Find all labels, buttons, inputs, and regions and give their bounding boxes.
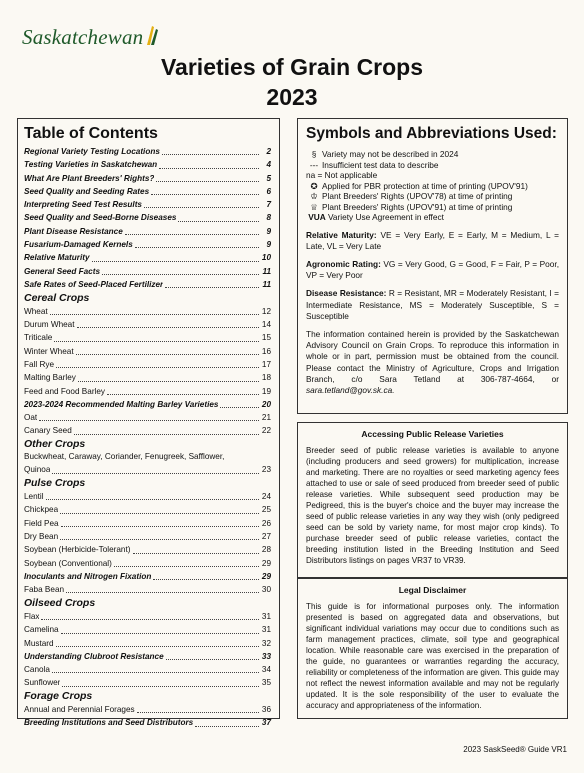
table-of-contents <box>17 118 280 728</box>
toc-entry[interactable] <box>24 345 271 358</box>
toc-page-number: 22 <box>261 426 271 436</box>
toc-entry[interactable] <box>24 570 271 583</box>
toc-page-number: 29 <box>261 571 271 581</box>
toc-dot-leader <box>41 619 259 620</box>
toc-page-number: 20 <box>261 399 271 409</box>
wheat-logo-icon <box>145 24 159 46</box>
title-line-1: Varieties of Grain Crops <box>160 54 424 80</box>
toc-dot-leader <box>107 394 259 395</box>
toc-page-number: 9 <box>266 240 271 250</box>
toc-page-number: 2 <box>266 147 271 156</box>
toc-dot-leader <box>166 659 259 660</box>
toc-entry-label: 2023-2024 Recommended Malting Barley Varieties <box>24 399 219 409</box>
toc-page-number: 16 <box>261 346 271 356</box>
toc-dot-leader <box>165 287 259 288</box>
toc-entry[interactable] <box>24 225 271 238</box>
toc-page-number: 34 <box>261 665 271 675</box>
toc-entry-label: Wheat <box>24 306 48 316</box>
toc-entry[interactable] <box>24 557 271 570</box>
toc-entry-label: Soybean (Herbicide-Tolerant) <box>24 545 131 555</box>
toc-entry-label: Triticale <box>24 333 53 343</box>
toc-entry[interactable] <box>24 703 271 716</box>
toc-entry[interactable] <box>24 251 271 264</box>
toc-entry-label: Lentil <box>24 492 44 502</box>
toc-section-heading: Pulse Crops <box>24 477 86 490</box>
toc-page-number: 19 <box>261 386 271 396</box>
toc-entry[interactable] <box>24 305 271 318</box>
toc-dot-leader <box>195 726 259 727</box>
toc-list <box>24 145 271 730</box>
toc-page-number: 37 <box>261 718 271 728</box>
toc-page-number: 31 <box>261 625 271 635</box>
disease-text: R = Resistant, MR = Moderately Resistant, I = Intermediate Resistance, MS = Moderately Susceptible, S = Susceptible <box>306 288 559 321</box>
toc-entry[interactable] <box>24 331 271 344</box>
legal-title: Legal Disclaimer <box>398 585 467 595</box>
toc-entry-label: Oat <box>24 413 38 423</box>
toc-dot-leader <box>159 168 259 169</box>
symbol-glyph: ♕ <box>310 201 318 212</box>
symbol-description: Plant Breeders' Rights (UPOV'91) at time of printing <box>322 201 513 212</box>
toc-dot-leader <box>135 247 259 248</box>
symbol-glyph: VUA <box>308 212 326 222</box>
toc-page-number: 14 <box>261 320 271 330</box>
toc-page-number: 18 <box>261 373 271 383</box>
toc-entry[interactable] <box>24 211 271 224</box>
toc-dot-leader <box>151 194 259 195</box>
toc-entry[interactable] <box>24 610 271 623</box>
toc-entry[interactable] <box>24 172 271 185</box>
toc-section-heading: Cereal Crops <box>24 291 90 304</box>
public-release-title: Accessing Public Release Varieties <box>361 429 504 439</box>
toc-entry[interactable] <box>24 517 271 530</box>
toc-entry-label: Field Pea <box>24 518 59 528</box>
toc-entry[interactable] <box>24 676 271 689</box>
symbol-description: Insufficient test data to describe <box>322 159 439 170</box>
toc-entry-label: Sunflower <box>24 678 61 688</box>
toc-section-heading: Oilseed Crops <box>24 596 96 609</box>
disease-resistance <box>306 288 559 322</box>
toc-page-number: 11 <box>262 266 271 276</box>
toc-entry[interactable] <box>24 637 271 650</box>
toc-entry[interactable] <box>24 463 271 476</box>
symbol-description: Applied for PBR protection at time of printing (UPOV'91) <box>322 180 528 191</box>
agronomic-text: VG = Very Good, G = Good, F = Fair, P = Poor, VP = Very Poor <box>306 258 560 281</box>
toc-dot-leader <box>60 539 259 540</box>
toc-page-number: 31 <box>261 611 271 621</box>
toc-page-number: 32 <box>261 638 271 648</box>
toc-page-number: 5 <box>266 173 271 183</box>
toc-entry-label: Relative Maturity <box>24 253 90 263</box>
toc-page-number: 11 <box>262 279 271 289</box>
toc-dot-leader <box>52 473 259 474</box>
toc-dot-leader <box>61 526 259 527</box>
toc-dot-leader <box>102 274 259 275</box>
toc-dot-leader <box>66 592 259 593</box>
info-paragraph <box>306 329 559 396</box>
logo-text: Saskatchewan <box>22 25 144 49</box>
toc-entry-label: Winter Wheat <box>24 346 74 356</box>
toc-entry-label: Testing Varieties in Saskatchewan <box>24 160 158 170</box>
toc-dot-leader <box>220 407 259 408</box>
toc-entry-label: Faba Bean <box>24 585 65 595</box>
page-footer: 2023 SaskSeed® Guide VR1 <box>463 745 567 754</box>
toc-entry-label: Mustard <box>24 638 54 648</box>
symbol-row <box>306 212 559 223</box>
toc-entry-label: Interpreting Seed Test Results <box>24 200 142 210</box>
toc-entry[interactable] <box>24 185 271 198</box>
toc-page-number: 36 <box>261 705 271 715</box>
symbol-description: Variety Use Agreement in effect <box>328 212 444 222</box>
toc-section-heading: Forage Crops <box>24 690 93 703</box>
saskatchewan-logo <box>22 24 159 50</box>
toc-dot-leader <box>54 341 259 342</box>
toc-entry-label: Fusarium-Damaged Kernels <box>24 240 133 250</box>
toc-entry[interactable] <box>24 265 271 278</box>
toc-entry-label: General Seed Facts <box>24 266 100 276</box>
toc-entry-label: Fall Rye <box>24 359 55 369</box>
public-release-text: Breeder seed of public release varieties is available to anyone (including producers and seed growers) for multiplication, increase and marketing. There are no royalties or seed marketing agency fees attached to use or sale of seed produced from breeder seed of public release varieties. While subsequent seed production may be Pedigreed, this is the buyer's choice and the buyer may increase the seed of public release varieties in any way they wish (only pedigreed seed can be sold by variety name, for most major crop kinds). To purchase breeder seed of public release varieties, contact the breeding institution listed in the Breeding Institution and Seed Distributors listings on pages VR37 to VR39. <box>306 446 559 565</box>
public-release-panel <box>297 422 568 578</box>
toc-dot-leader <box>92 261 259 262</box>
toc-entry-label: Feed and Food Barley <box>24 386 106 396</box>
toc-entry[interactable] <box>24 623 271 636</box>
symbol-row <box>306 149 559 160</box>
toc-entry[interactable] <box>24 663 271 676</box>
toc-page-number: 6 <box>266 186 271 196</box>
toc-dot-leader <box>162 154 259 155</box>
toc-page-number: 30 <box>261 585 271 595</box>
toc-entry-label: Durum Wheat <box>24 320 75 330</box>
maturity-label: Relative Maturity: <box>306 229 377 240</box>
toc-entry-label: Seed Quality and Seed-Borne Diseases <box>24 213 177 223</box>
toc-dot-leader <box>76 354 259 355</box>
toc-entry-line: Buckwheat, Caraway, Coriander, Fenugreek, Safflower, <box>24 452 225 462</box>
toc-entry[interactable] <box>24 424 271 437</box>
toc-entry[interactable] <box>24 583 271 596</box>
toc-dot-leader <box>144 207 259 208</box>
toc-page-number: 8 <box>266 213 271 223</box>
toc-dot-leader <box>62 686 259 687</box>
page-title <box>0 52 584 112</box>
toc-entry[interactable] <box>24 716 271 729</box>
symbol-glyph: ✪ <box>310 180 318 191</box>
toc-entry[interactable] <box>24 398 271 411</box>
agronomic-label: Agronomic Rating: <box>306 258 381 269</box>
toc-entry[interactable] <box>24 318 271 331</box>
symbol-glyph: ♔ <box>310 191 318 201</box>
symbol-description: Variety may not be described in 2024 <box>322 149 459 159</box>
toc-entry-label: Malting Barley <box>24 373 76 383</box>
symbols-list <box>306 149 559 223</box>
toc-entry[interactable] <box>24 278 271 291</box>
toc-entry-label: Canary Seed <box>24 426 72 436</box>
toc-entry[interactable] <box>24 238 271 251</box>
toc-dot-leader <box>178 221 259 222</box>
toc-entry[interactable] <box>24 145 271 158</box>
toc-dot-leader <box>56 646 259 647</box>
toc-page-number: 12 <box>261 306 271 316</box>
toc-entry[interactable] <box>24 385 271 398</box>
toc-entry-label: Understanding Clubroot Resistance <box>24 651 164 661</box>
toc-page-number: 26 <box>261 518 271 528</box>
toc-page-number: 25 <box>261 505 271 515</box>
toc-entry[interactable] <box>24 371 271 384</box>
toc-page-number: 23 <box>261 465 271 475</box>
toc-dot-leader <box>78 381 259 382</box>
toc-section-heading: Other Crops <box>24 438 86 451</box>
toc-title: Table of Contents <box>24 125 158 142</box>
disease-label: Disease Resistance: <box>306 288 387 299</box>
toc-dot-leader <box>39 420 259 421</box>
toc-page-number: 27 <box>261 531 271 541</box>
symbol-row <box>306 181 559 192</box>
maturity-text: VE = Very Early, E = Early, M = Medium, L = Late, VL = Very Late <box>306 229 559 251</box>
toc-entry-label: Chickpea <box>24 505 59 515</box>
toc-dot-leader <box>50 314 259 315</box>
symbol-row <box>306 202 559 213</box>
symbol-glyph: § <box>311 149 317 159</box>
toc-dot-leader <box>60 513 259 514</box>
toc-entry-label: Seed Quality and Seeding Rates <box>24 186 150 196</box>
toc-dot-leader <box>125 234 259 235</box>
toc-dot-leader <box>74 434 259 435</box>
toc-entry-label: Camelina <box>24 625 59 635</box>
symbol-row <box>306 160 559 171</box>
toc-page-number: 15 <box>261 333 271 343</box>
symbol-description: na = Not applicable <box>306 170 378 180</box>
toc-entry-label: Inoculants and Nitrogen Fixation <box>24 571 152 581</box>
toc-entry-label: Canola <box>24 665 50 675</box>
toc-page-number: 10 <box>261 253 271 263</box>
toc-entry-label: Dry Bean <box>24 531 59 541</box>
toc-dot-leader <box>56 367 259 368</box>
toc-page-number: 9 <box>266 226 271 236</box>
toc-page-number: 17 <box>261 359 271 369</box>
toc-dot-leader <box>153 579 259 580</box>
toc-entry-label: Quinoa <box>24 465 51 475</box>
toc-entry[interactable] <box>24 158 271 171</box>
toc-page-number: 35 <box>261 678 271 688</box>
toc-dot-leader <box>52 672 259 673</box>
symbols-title: Symbols and Abbreviations Used: <box>306 125 557 142</box>
relative-maturity <box>306 230 559 252</box>
toc-page-number: 24 <box>261 492 271 502</box>
toc-entry-label: Safe Rates of Seed-Placed Fertilizer <box>24 279 164 289</box>
symbols-panel <box>297 118 568 414</box>
contact-email-link[interactable]: sara.tetland@gov.sk.ca. <box>306 384 395 395</box>
toc-entry[interactable] <box>24 503 271 516</box>
toc-dot-leader <box>77 327 259 328</box>
toc-entry-label: What Are Plant Breeders' Rights? <box>24 173 155 183</box>
toc-entry[interactable] <box>24 490 271 503</box>
toc-entry[interactable] <box>24 543 271 556</box>
toc-entry[interactable] <box>24 358 271 371</box>
toc-page-number: 7 <box>266 200 271 210</box>
toc-entry[interactable] <box>24 198 271 211</box>
toc-dot-leader <box>46 499 259 500</box>
toc-page-number: 29 <box>261 558 271 568</box>
toc-entry-label: Breeding Institutions and Seed Distributors <box>24 718 194 728</box>
symbol-row <box>306 191 559 202</box>
toc-page-number: 4 <box>266 160 271 170</box>
toc-entry-label: Flax <box>24 611 40 621</box>
toc-dot-leader <box>137 712 259 713</box>
symbol-row <box>306 170 559 181</box>
info-text: The information contained herein is provided by the Saskatchewan Advisory Council on Grain Crops. To reproduce this information in whole or in part, permission must be obtained from the council. Please contact the Ministry of Agriculture, Crops and Irrigation Branch, c/o Sara Tetland at 306-787-4664, or <box>306 328 559 384</box>
symbol-glyph: --- <box>309 159 319 170</box>
agronomic-rating <box>306 259 559 281</box>
symbol-description: Plant Breeders' Rights (UPOV'78) at time of printing <box>322 191 513 201</box>
legal-disclaimer-panel <box>297 578 568 719</box>
toc-entry[interactable] <box>24 530 271 543</box>
legal-text: This guide is for informational purposes only. The information presented is based on aggregated data and observations, but significant individual variations may occur due to conditions such as farm management practices, climate, soil type and geographical location. While reasonable care was exercised in the preparation of the guide, no guarantees or warranties regarding the accuracy, reliability or completeness of the information are given. This guide may not reflect the newest information available and may not be regularly updated. It is the sole responsibility of the user to evaluate the accuracy and appropriateness of the information. <box>306 602 559 710</box>
toc-dot-leader <box>133 553 260 554</box>
toc-dot-leader <box>61 633 259 634</box>
toc-page-number: 21 <box>261 413 271 423</box>
toc-entry[interactable] <box>24 650 271 663</box>
toc-page-number: 28 <box>261 545 271 555</box>
toc-dot-leader <box>114 566 259 567</box>
toc-entry[interactable] <box>24 411 271 424</box>
toc-entry-label: Plant Disease Resistance <box>24 226 123 236</box>
toc-dot-leader <box>156 181 259 182</box>
toc-page-number: 33 <box>261 651 271 661</box>
title-line-2: 2023 <box>266 84 318 110</box>
toc-entry-label: Regional Variety Testing Locations <box>24 147 160 156</box>
toc-entry-label: Annual and Perennial Forages <box>24 705 135 715</box>
toc-entry-label: Soybean (Conventional) <box>24 558 112 568</box>
